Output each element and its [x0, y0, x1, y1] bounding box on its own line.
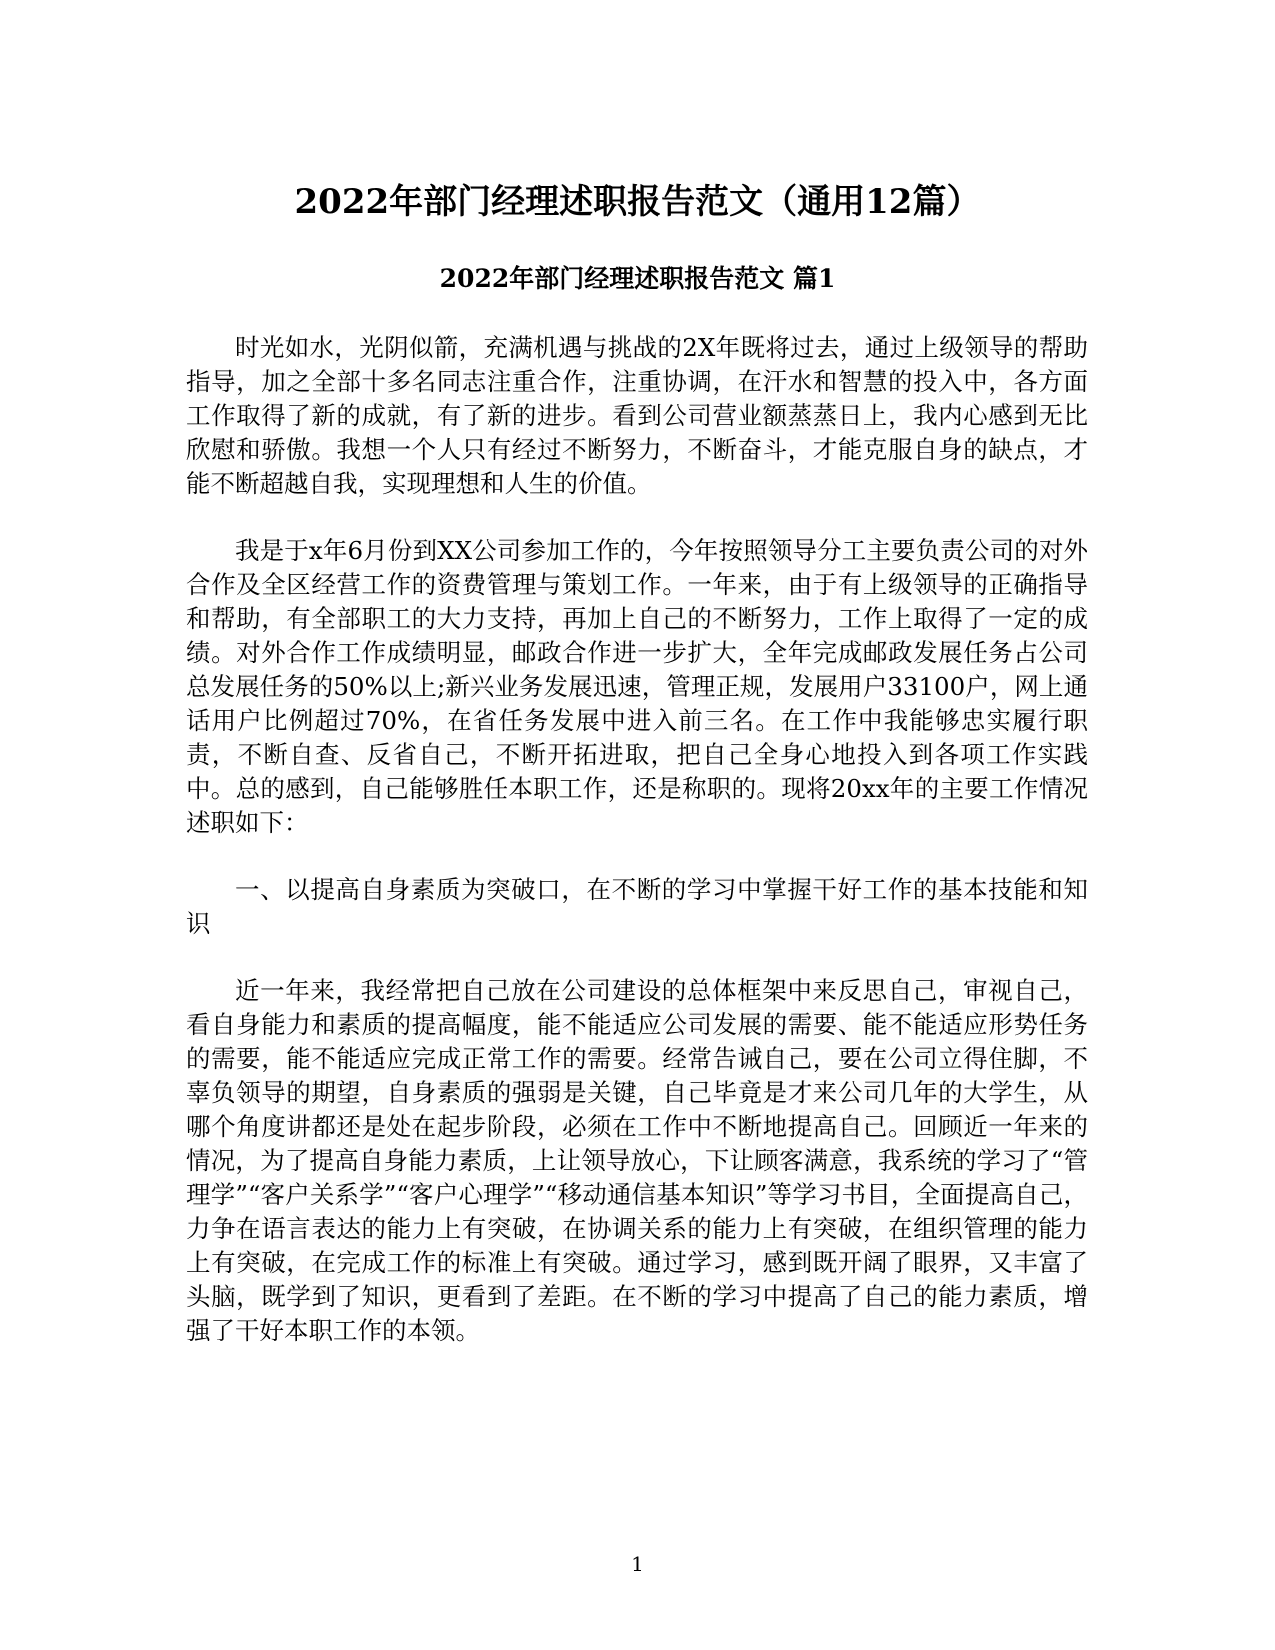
section-title: 2022年部门经理述职报告范文 篇1 — [439, 264, 836, 293]
paragraph: 近一年来，我经常把自己放在公司建设的总体框架中来反思自己，审视自己，看自身能力和素质的提高幅度，能不能适应公司发展的需要、能不能适应形势任务的需要，能不能适应完成正常工作的需要。经常告诫自己，要在公司立得住脚，不辜负领导的期望，自身素质的强弱是关键，自己毕竟是才来公司几年的大学生，从哪个角度讲都还是处在起步阶段，必须在工作中不断地提高自己。回顾近一年来的情况，为了提高自身能力素质，上让领导放心，下让顾客满意，我系统的学习了“管理学”“客户关系学”“客户心理学”“移动通信基本知识”等学习书目，全面提高自己，力争在语言表达的能力上有突破，在协调关系的能力上有突破，在组织管理的能力上有突破，在完成工作的标准上有突破。通过学习，感到既开阔了眼界，又丰富了头脑，既学到了知识，更看到了差距。在不断的学习中提高了自己的能力素质，增强了干好本职工作的本领。 — [186, 976, 1088, 1345]
page-number: 1 — [631, 1552, 644, 1576]
paragraph: 我是于x年6月份到XX公司参加工作的，今年按照领导分工主要负责公司的对外合作及全区经营工作的资费管理与策划工作。一年来，由于有上级领导的正确指导和帮助，有全部职工的大力支持，再加上自己的不断努力，工作上取得了一定的成绩。对外合作工作成绩明显，邮政合作进一步扩大，全年完成邮政发展任务占公司总发展任务的50%以上;新兴业务发展迅速，管理正规，发展用户33100户，网上通话用户比例超过70%，在省任务发展中进入前三名。在工作中我能够忠实履行职责，不断自查、反省自己，不断开拓进取，把自己全身心地投入到各项工作实践中。总的感到，自己能够胜任本职工作，还是称职的。现将20xx年的主要工作情况述职如下： — [186, 536, 1088, 837]
document-title: 2022年部门经理述职报告范文（通用12篇） — [294, 182, 981, 222]
section-heading-paragraph: 一、以提高自身素质为突破口，在不断的学习中掌握干好工作的基本技能和知识 — [186, 875, 1088, 938]
paragraph: 时光如水，光阴似箭，充满机遇与挑战的2X年既将过去，通过上级领导的帮助指导，加之全部十多名同志注重合作，注重协调，在汗水和智慧的投入中，各方面工作取得了新的成就，有了新的进步。看到公司营业额蒸蒸日上，我内心感到无比欣慰和骄傲。我想一个人只有经过不断努力，不断奋斗，才能克服自身的缺点，才能不断超越自我，实现理想和人生的价值。 — [186, 333, 1088, 498]
document-body — [186, 331, 1088, 1381]
